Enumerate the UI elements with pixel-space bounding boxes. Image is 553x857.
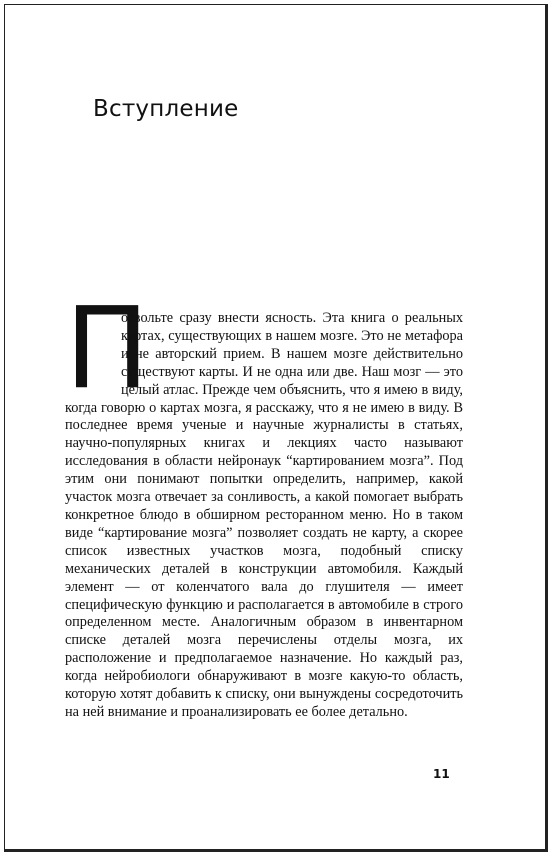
- drop-cap: [65, 284, 150, 414]
- body-text: [65, 284, 463, 722]
- book-page: [4, 4, 548, 852]
- chapter-title: Вступление: [93, 96, 239, 122]
- page-number: 11: [433, 767, 450, 781]
- drop-cap-letter: П: [65, 284, 150, 414]
- paragraph: озвольте сразу внести ясность. Эта книга о реальных картах, существующих в нашем мозге. Это не метафора и не авторский прием. В нашем мозге действительно существуют карты. И не одна или две. Наш мозг — это целый атлас. Прежде чем объяснить, что я имею в виду, когда говорю о картах мозга, я расскажу, что я не имею в виду. В последнее время ученые и научные журналисты в статьях, научно-популярных книгах и лекциях часто называют исследования в области нейронаук “картированием мозга”. Под этим они понимают попытки определить, например, какой участок мозга отвечает за сонливость, а какой помогает выбрать конкретное блюдо в обширном ресторанном меню. Но в таком виде “картирование мозга” позволяет создать не карту, а скорее список известных участков мозга, подобный списку механических деталей в конструкции автомобиля. Каждый элемент — от коленчатого вала до глушителя — имеет специфическую функцию и располагается в автомобиле в строго определенном месте. Аналогичным образом в инвентарном списке деталей мозга перечислены отделы мозга, их расположение и предполагаемое назначение. Но каждый раз, когда нейробиологи обнаруживают в мозге какую-то область, которую хотят добавить к списку, они вынуждены сосредоточить на ней внимание и проанализировать ее более детально.: [65, 310, 463, 720]
